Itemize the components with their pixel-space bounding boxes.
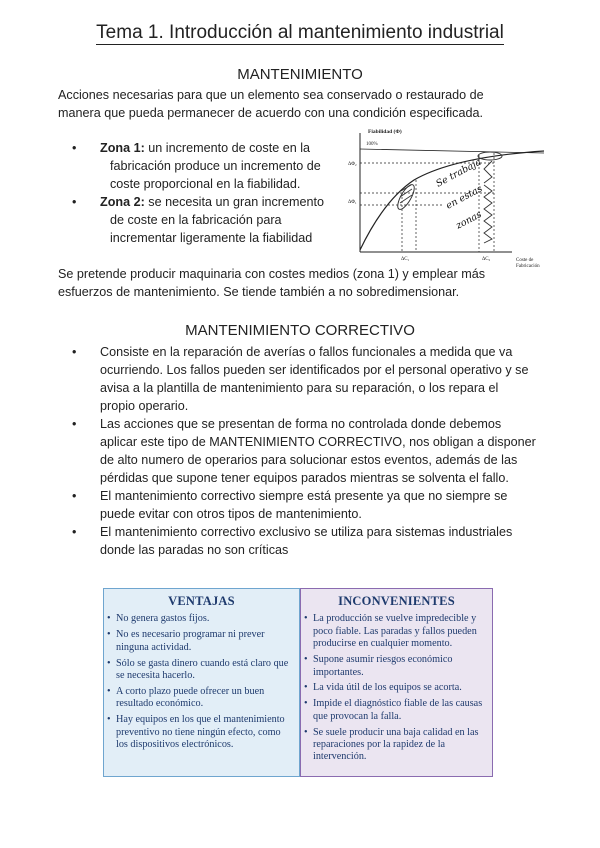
correctivo-heading: MANTENIMIENTO CORRECTIVO bbox=[185, 322, 415, 339]
zone-list bbox=[72, 139, 340, 247]
ventajas-heading: VENTAJAS bbox=[168, 594, 235, 608]
inconvenientes-heading: INCONVENIENTES bbox=[338, 594, 455, 608]
list-item: • El mantenimiento correctivo siempre está presente ya que no siempre se puede evitar con otros tipos de mantenimiento. bbox=[72, 489, 508, 521]
handwritten-note: zonas bbox=[454, 209, 484, 232]
handwritten-note: Se trabaja bbox=[434, 156, 484, 190]
x-tick-label: ΔC₁ bbox=[401, 257, 410, 262]
zone-item: • Zona 2: se necesita un gran incremento de coste en la fabricación para incrementar ligeramente la fiabilidad bbox=[72, 195, 324, 245]
x-axis-label: Coste de bbox=[516, 258, 534, 263]
ventaja-item: • No es necesario programar ni prever ninguna actividad. bbox=[107, 629, 265, 653]
zone-item: • Zona 1: un incremento de coste en la fabricación produce un incremento de coste proporcional en la fiabilidad. bbox=[72, 141, 321, 191]
list-item: • Las acciones que se presentan de forma no controlada donde debemos aplicar este tipo de MANTENIMIENTO CORRECTIVO, nos obligan a disponer de alto numero de operarios para solucionar estos eventos, además de las pérdidas que supone tener equipos parados mientras se solventa el fallo. bbox=[72, 417, 536, 485]
list-item: • Consiste en la reparación de averías o fallos funcionales a medida que va ocurriendo. Los fallos pueden ser identificados por el personal operativo y se avisa a la plantilla de mantenimiento para su reparación, o los repara el propio operario. bbox=[72, 345, 529, 413]
ventajas-column bbox=[103, 588, 300, 777]
ventaja-item: • Hay equipos en los que el mantenimiento preventivo no tiene ningún efecto, como los dispositivos electrónicos. bbox=[107, 714, 285, 751]
pros-cons-table bbox=[103, 588, 493, 777]
ventaja-item: • Sólo se gasta dinero cuando está claro que se necesita hacerlo. bbox=[107, 657, 289, 682]
y-tick-label: ΔΦ₁ bbox=[348, 200, 357, 205]
page-title: Tema 1. Introducción al mantenimiento industrial bbox=[96, 22, 504, 43]
mantenimiento-intro: Acciones necesarias para que un elemento sea conservado o restaurado de manera que pueda permanecer de acuerdo con una condición especificada. bbox=[58, 88, 484, 120]
mantenimiento-heading: MANTENIMIENTO bbox=[237, 66, 363, 83]
x-axis-label: Fabricación bbox=[516, 264, 540, 268]
mantenimiento-conclusion: Se pretende producir maquinaria con costes medios (zona 1) y emplear más esfuerzos de mantenimiento. Se tiende también a no sobredimensionar. bbox=[58, 267, 486, 299]
inconveniente-item: • Se suele producir una baja calidad en las reparaciones por la rapidez de la intervención. bbox=[304, 726, 479, 763]
handwritten-note: en estas bbox=[444, 183, 485, 212]
y-tick-label: ΔΦ₂ bbox=[348, 162, 357, 167]
correctivo-list bbox=[72, 343, 536, 559]
y-top-label: 100% bbox=[366, 142, 378, 147]
ventaja-item: • A corto plazo puede ofrecer un buen resultado económico. bbox=[107, 685, 265, 710]
y-axis-label: Fiabilidad (Φ) bbox=[368, 129, 402, 135]
inconveniente-item: • La vida útil de los equipos se acorta. bbox=[304, 682, 462, 694]
reliability-cost-graph bbox=[344, 125, 552, 268]
inconvenientes-column bbox=[300, 588, 493, 777]
inconveniente-item: • La producción se vuelve impredecible y poco fiable. Las paradas y fallos pueden producirse en cualquier momento. bbox=[304, 613, 477, 650]
ventaja-item: • No genera gastos fijos. bbox=[107, 613, 210, 625]
inconveniente-item: • Supone asumir riesgos económico importantes. bbox=[304, 654, 453, 678]
inconveniente-item: • Impide el diagnóstico fiable de las causas que provocan la falla. bbox=[304, 698, 483, 722]
list-item: • El mantenimiento correctivo exclusivo se utiliza para sistemas industriales donde las paradas no son críticas bbox=[72, 525, 513, 557]
x-tick-label: ΔC₂ bbox=[482, 257, 491, 262]
